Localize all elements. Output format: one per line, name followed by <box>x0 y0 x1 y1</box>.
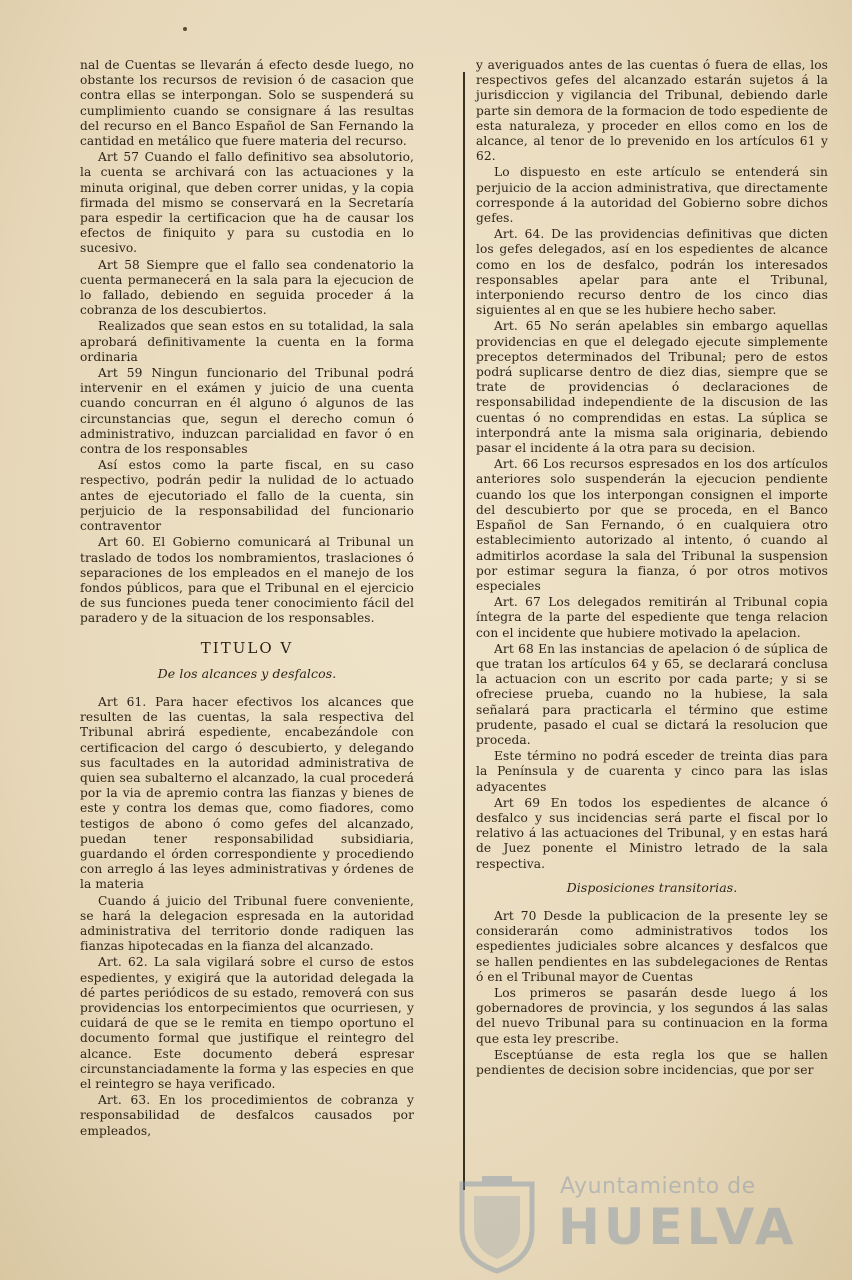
paragraph: Lo dispuesto en este artículo se entenderá sin perjuicio de la accion administrativa, que directamente corresponde á la autoridad del Gobierno sobre dichos gefes. <box>476 165 828 226</box>
paragraph: Art. 67 Los delegados remitirán al Tribunal copia íntegra de la parte del espediente que tenga relacion con el incidente que hubiere motivado la apelacion. <box>476 595 828 640</box>
paragraph: Cuando á juicio del Tribunal fuere conveniente, se hará la delegacion espresada en la autoridad administrativa del territorio donde radiquen las fianzas hipotecadas en la fianza del alcanzado. <box>80 893 414 954</box>
transitorias-heading: Disposiciones transitorias. <box>566 879 738 895</box>
paragraph: Art. 64. De las providencias definitivas que dicten los gefes delegados, así en los espedientes de alcance como en los de desfalco, podrán los interesados responsables apelar para ante el Tribunal, interponiendo recurso dentro de los cinco dias siguientes al en que se les hubiere hecho saber. <box>476 227 828 318</box>
column-divider <box>463 72 465 1190</box>
left-paragraphs <box>80 58 414 627</box>
titulo-subtitle: De los alcances y desfalcos. <box>157 665 337 681</box>
paragraph: Art 57 Cuando el fallo definitivo sea absolutorio, la cuenta se archivará con las actuaciones y la minuta original, que deben correr unidas, y la copia firmada del mismo se conservará en la Secretaría para espedir la certificacion que ha de causar los efectos de finiquito y para su custodia en lo sucesivo. <box>80 150 414 256</box>
paragraph: Esceptúanse de esta regla los que se hallen pendientes de decision sobre incidencias, que por ser <box>476 1047 828 1077</box>
watermark <box>452 1166 798 1276</box>
paragraph: Este término no podrá esceder de treinta dias para la Península y de cuarenta y cinco para las islas adyacentes <box>476 749 828 794</box>
paragraph: Art. 66 Los recursos espresados en los dos artículos anteriores solo suspenderán la ejecucion pendiente cuando los que los interpongan consignen el importe del descubierto por que se proceda, en el Banco Español de San Fernando, ó en cualquiera otro establecimiento autorizado al intento, ó cuando al admitirlos acordase la sala del Tribunal la suspension por estimar segura la fianza, ó por otros motivos especiales <box>476 457 828 593</box>
paragraph: Art 58 Siempre que el fallo sea condenatorio la cuenta permanecerá en la sala para la ejecucion de lo fallado, debiendo en seguida proceder á la cobranza de los descubiertos. <box>80 257 414 318</box>
paragraph: nal de Cuentas se llevarán á efecto desde luego, no obstante los recursos de revision ó de casacion que contra ellas se interpongan. Solo se suspenderá su cumplimiento cuando se consignare á las resultas del recurso en el Banco Español de San Fernando la cantidad en metálico que fuere materia del recurso. <box>80 58 414 149</box>
right-column <box>476 58 828 1079</box>
paragraph: Art 68 En las instancias de apelacion ó de súplica de que tratan los artículos 64 y 65, se declarará conclusa la actuacion con un escrito por cada parte; y si se ofreciese prueba, cuando no la hubiese, la sala señalará para practicarla el término que estime prudente, pasado el cual se dictará la resolucion que proceda. <box>476 641 828 747</box>
paragraph: Art 69 En todos los espedientes de alcance ó desfalco y sus incidencias será parte el fiscal por lo relativo á las actuaciones del Tribunal, y en estas hará de Juez ponente el Ministro letrado de la sala respectiva. <box>476 795 828 871</box>
watermark-line2: HUELVA <box>558 1198 798 1256</box>
right-paragraphs-2 <box>476 909 828 1078</box>
paragraph: Art 59 Ningun funcionario del Tribunal podrá intervenir en el exámen y juicio de una cuenta cuando concurran en él alguno ó algunos de las circunstancias que, segun el derecho comun ó administrativo, induzcan parcialidad en favor ó en contra de los responsables <box>80 366 414 457</box>
paragraph: Art. 63. En los procedimientos de cobranza y responsabilidad de desfalcos causados por empleados, <box>80 1093 414 1138</box>
left-paragraphs-2 <box>80 695 414 1139</box>
paragraph: Los primeros se pasarán desde luego á los gobernadores de provincia, y los segundos á las salas del nuevo Tribunal para su continuacion en la forma que esta ley prescribe. <box>476 985 828 1046</box>
left-column <box>80 58 414 1140</box>
paragraph: Art. 62. La sala vigilará sobre el curso de estos espedientes, y exigirá que la autoridad delegada la dé partes periódicos de su estado, removerá con sus providencias los entorpecimientos que ocurriesen, y cuidará de que se le remita en tiempo oportuno el documento formal que justifique el reintegro del alcance. Este documento deberá espresar circunstanciadamente la forma y las especies en que el reintegro se haya verificado. <box>80 955 414 1091</box>
paragraph: y averiguados antes de las cuentas ó fuera de ellas, los respectivos gefes del alcanzado estarán sujetos á la jurisdiccion y vigilancia del Tribunal, debiendo darle parte sin demora de la formacion de todo espediente de esta naturaleza, y proceder en ellos como en los de alcance, al tenor de lo prevenido en los artículos 61 y 62. <box>476 58 828 164</box>
paragraph: Art 60. El Gobierno comunicará al Tribunal un traslado de todos los nombramientos, traslaciones ó separaciones de los empleados en el manejo de los fondos públicos, para que el Tribunal en el ejercicio de sus funciones pueda tener conocimiento fácil del paradero y de la situacion de los responsables. <box>80 535 414 626</box>
coat-of-arms-icon <box>452 1174 542 1274</box>
paragraph: Así estos como la parte fiscal, en su caso respectivo, podrán pedir la nulidad de lo actuado antes de ejecutoriado el fallo de la cuenta, sin perjuicio de la responsabilidad del funcionario contraventor <box>80 458 414 534</box>
paragraph: Art 61. Para hacer efectivos los alcances que resulten de las cuentas, la sala respectiva del Tribunal abrirá espediente, encabezándole con certificacion del cargo ó descubierto, y delegando sus facultades en la autoridad administrativa de quien sea subalterno el alcanzado, la cual procederá por la via de apremio contra las fianzas y bienes de este y contra los demas que, como fiadores, como testigos de abono ó como gefes del alcanzado, puedan tener responsabilidad subsidiaria, guardando el órden correspondiente y procediendo con arreglo á las leyes administrativas y órdenes de la materia <box>80 694 414 892</box>
paragraph: Art. 65 No serán apelables sin embargo aquellas providencias en que el delegado ejecute simplemente preceptos determinados del Tribunal; pero de estos podrá suplicarse dentro de diez dias, siempre que se trate de providencias ó declaraciones de responsabilidad independiente de la discusion de las cuentas ó no comprendidas en estas. La súplica se interpondrá ante la misma sala originaria, debiendo pasar el incidente á la otra para su decision. <box>476 319 828 456</box>
titulo-heading: TITULO V <box>200 638 294 657</box>
paragraph: Art 70 Desde la publicacion de la presente ley se considerarán como administrativos todos los espedientes judiciales sobre alcances y desfalcos que se hallen pendientes en las subdelegaciones de Rentas ó en el Tribunal mayor de Cuentas <box>476 908 828 984</box>
ink-dot <box>183 27 187 31</box>
right-paragraphs <box>476 58 828 872</box>
watermark-line1: Ayuntamiento de <box>560 1174 756 1199</box>
paragraph: Realizados que sean estos en su totalidad, la sala aprobará definitivamente la cuenta en la forma ordinaria <box>80 319 414 364</box>
